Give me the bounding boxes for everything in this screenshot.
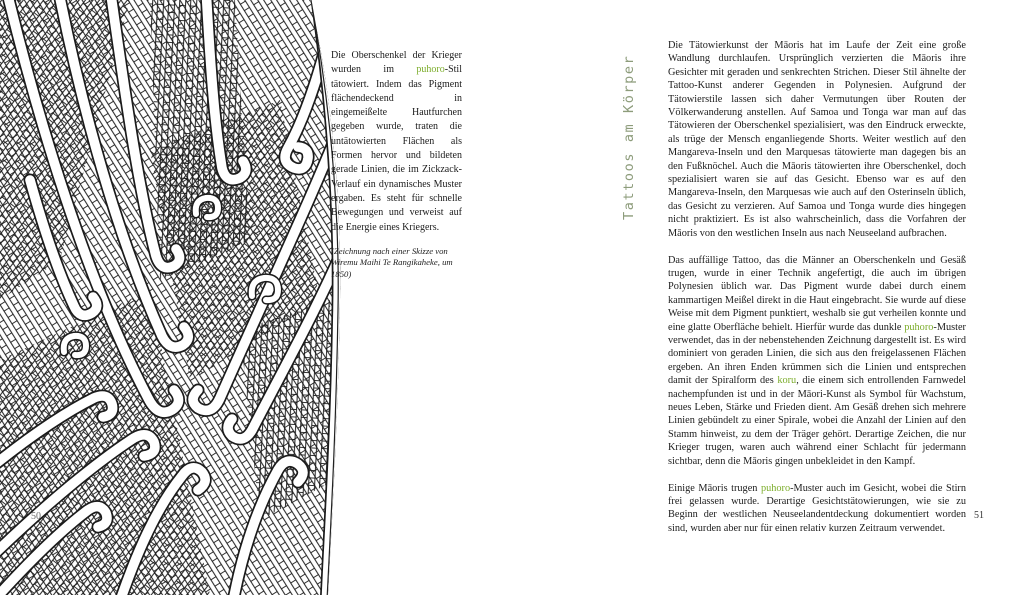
text-segment: -Muster auch im Gesicht, wobei die Stirn frei gelassen wurde. Derartige Gesichtstätowierungen, wie sie zu Beginn der westlichen Neuseelandentdeckung dokumentiert worden sind, wurden aber nur für einen relativ kurzen Zeitraum verwendet. bbox=[668, 482, 967, 534]
text-segment: Einige Māoris trugen bbox=[668, 482, 761, 494]
accent-term: koru bbox=[777, 375, 797, 387]
text-segment: , die einem sich entrollenden Farnwedel nachempfunden ist und in der Māori-Kunst als Symbol für Wachstum, neues Leben, Stärke und Frieden dient. Am Gesäß drehen sich mehrere Linien gebündelt zu einer Spirale, wobei die Anzahl der Linien auf den Stamm hinweist, zu dem der Träger gehört. Derartige Zeichen, die nur Krieger trugen, waren auch während einer Schlacht für jedermann sichtbar, denn die Māoris gingen unbekleidet in den Kampf. bbox=[668, 375, 967, 467]
body-text-column bbox=[668, 39, 966, 549]
body-paragraph bbox=[668, 254, 966, 469]
body-paragraph bbox=[668, 39, 966, 240]
text-segment: -Stil tätowiert. Indem das Pigment flächendeckend in eingemeißelte Hautfurchen gegeben wurde, traten die untätowierten Flächen als Formen hervor und bildeten gerade Linien, die im Zickzack-Verlauf ein dynamisches Muster ergaben. Es steht für schnelle Bewegungen und verweist auf die Energie eines Kriegers. bbox=[331, 64, 462, 233]
caption-source-note: (Zeichnung nach einer Skizze von Wiremu Maihi Te Rangikaheke, um 1850) bbox=[331, 245, 453, 280]
chapter-heading-vertical bbox=[621, 46, 659, 220]
chapter-heading-label: Tattoos am Körper bbox=[621, 54, 637, 220]
right-page-number: 51 bbox=[974, 510, 984, 521]
accent-term: puhoro bbox=[904, 321, 934, 333]
text-segment: Das auffällige Tattoo, das die Männer an Oberschenkeln und Gesäß trugen, wurde in einer Technik angefertigt, die auch im übrigen Polynesien üblich war. Das Pigment wurde dabei durch einem kammartigen Meißel direkt in die Haut eingebracht. Sie wurde auf diese Weise mit dem Pigment punktiert, weshalb sie gut verheilen konnte und eine glatte Oberfläche behielt. Hierfür wurde das dunkle bbox=[668, 254, 966, 333]
puhoro-illustration bbox=[0, 0, 348, 595]
body-paragraph bbox=[668, 482, 966, 536]
text-segment: -Muster verwendet, das in der nebenstehenden Zeichnung dargestellt ist. Es wird dominiert von geraden Linien, die sich aus den freigelassenen Flächen ergeben. An ihren Enden krümmen sich die Linien und entsprechen damit der Spiralform des bbox=[668, 321, 966, 387]
text-segment: Die Oberschenkel der Krieger wurden im bbox=[331, 50, 462, 76]
left-page-number: 50 bbox=[31, 511, 41, 522]
caption-column bbox=[331, 49, 462, 281]
accent-term: puhoro bbox=[416, 64, 445, 76]
accent-term: puhoro bbox=[760, 482, 791, 494]
text-segment: Die Tätowierkunst der Māoris hat im Laufe der Zeit eine große Wandlung durchlaufen. Ursprünglich verzierten die Māoris ihre Gesichter mit geraden und senkrechten Strichen. Dieser Stil ähnelte der Tattoo-Kunst anderer Gegenden in Polynesien. Aufgrund der Tätowierstile lassen sich daher Vermutungen über Routen der Völkerwanderung anstellen. Auf Samoa und Tonga war man auf das Tätowieren der Oberschenkel spezialisiert, was den Eindruck erweckte, als trüge der Mensch enganliegende Shorts. Weiter westlich auf den Mangareva-Inseln und den Marquesas tätowierte man dagegen bis an den Fußknöchel. Auch die Māoris tätowierten ihre Oberschenkel, doch spezialisiert waren sie auf das Gesicht. Ebenso war es auf den Mangareva-Inseln, den Marquesas wie auch auf den Osterinseln üblich, das Gesicht zu verzieren. Auf Samoa und Tonga wurde dies hingegen nicht praktiziert. Es ist also wahrscheinlich, dass die Vorfahren der Māoris von den westlichen Inseln aus nach Neuseeland aufbrachen. bbox=[668, 40, 966, 239]
illustration-caption bbox=[331, 49, 462, 235]
